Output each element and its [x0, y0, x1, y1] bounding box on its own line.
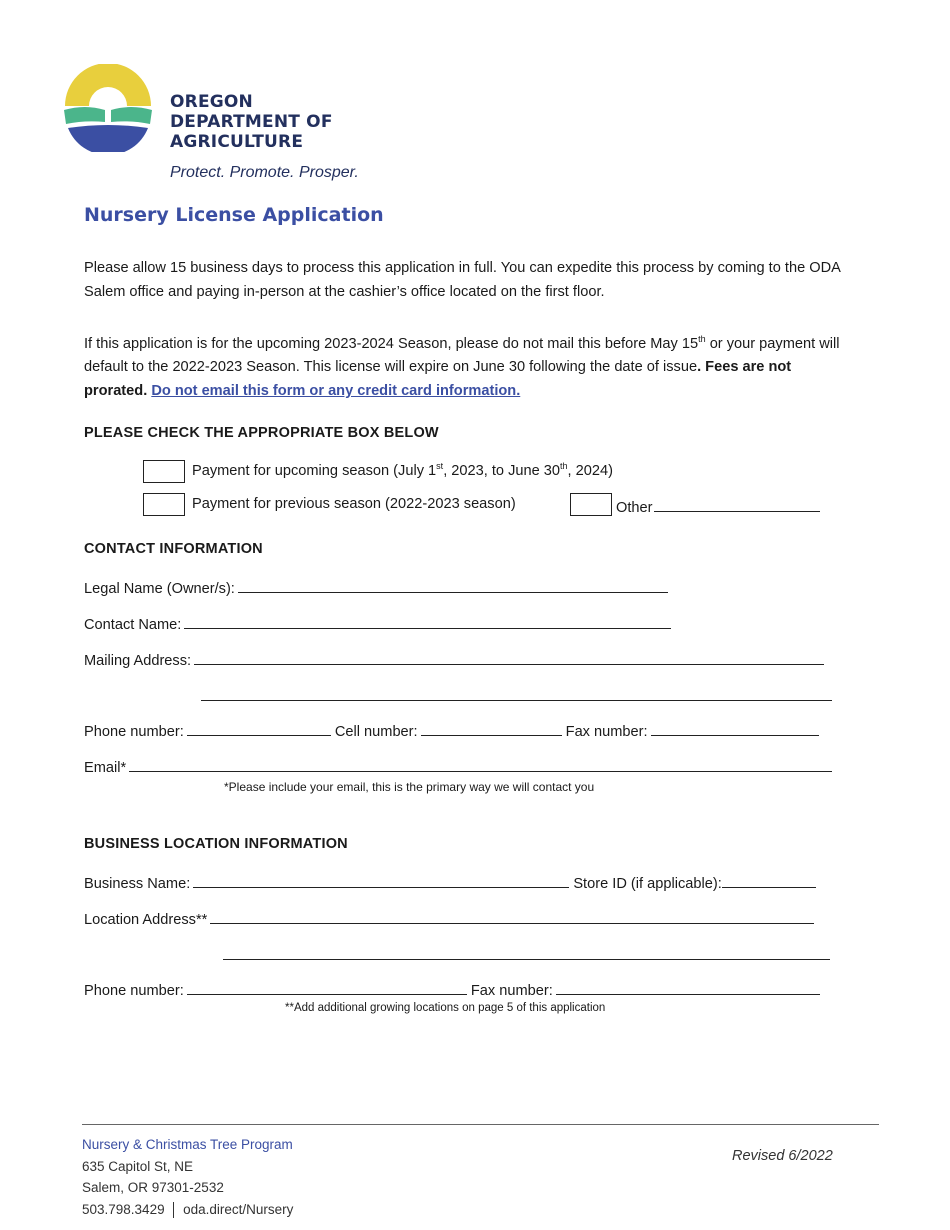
option-other — [616, 496, 820, 516]
email-note: *Please include your email, this is the primary way we will contact you — [224, 780, 595, 794]
footer-divider — [82, 1124, 879, 1125]
location-address-input-2[interactable] — [223, 959, 830, 960]
opt1-sup-2: th — [560, 461, 568, 471]
contact-name-input[interactable] — [184, 613, 671, 629]
intro-paragraph-1: Please allow 15 business days to process this application in full. You can expedite this process by coming to the ODA Salem office and paying in-person at the cashier’s office located on the first floor. — [84, 260, 841, 300]
no-email-link[interactable]: Do not email this form or any credit card information. — [151, 382, 521, 399]
email-label: Email* — [84, 760, 127, 776]
legal-name-row — [84, 577, 668, 597]
footer-address — [82, 1134, 293, 1220]
footer-separator — [173, 1202, 174, 1218]
store-id-input[interactable] — [722, 872, 816, 888]
footer-city: Salem, OR 97301-2532 — [82, 1180, 224, 1195]
legal-name-input[interactable] — [238, 577, 668, 593]
opt1-text-c: , 2024) — [567, 462, 613, 479]
org-name-line-2: DEPARTMENT OF — [170, 112, 333, 132]
mailing-address-input-1[interactable] — [194, 649, 824, 665]
intro-p2-text-b: or your payment will default to the 2022-2023 Season. This license will expire on June 30 following the date of issue — [84, 335, 840, 376]
mailing-address-input-2[interactable] — [201, 700, 832, 701]
tagline: Protect. Promote. Prosper. — [170, 164, 359, 181]
fax-input[interactable] — [651, 720, 819, 736]
cell-input[interactable] — [421, 720, 562, 736]
org-name-line-3: AGRICULTURE — [170, 132, 304, 152]
legal-name-label: Legal Name (Owner/s): — [84, 581, 235, 597]
intro-p2-text-a: If this application is for the upcoming 2023-2024 Season, please do not mail this before May 15 — [84, 335, 699, 352]
opt1-text-b: , 2023, to June 30 — [443, 462, 561, 479]
oda-logo-icon — [63, 64, 153, 152]
email-input[interactable] — [129, 756, 832, 772]
intro-p2-bold: . Fees are not prorated. — [84, 359, 792, 399]
business-name-input[interactable] — [193, 872, 569, 888]
option-previous-season: Payment for previous season (2022-2023 season) — [192, 496, 516, 512]
location-address-input-1[interactable] — [210, 908, 814, 924]
email-row — [84, 756, 832, 776]
contact-section-heading: CONTACT INFORMATION — [84, 541, 263, 557]
business-fax-label: Fax number: — [470, 983, 553, 999]
contact-phone-row — [84, 720, 819, 740]
cell-label: Cell number: — [334, 724, 418, 740]
location-address-row — [84, 908, 814, 928]
checkbox-previous-season[interactable] — [143, 493, 185, 516]
opt1-text-a: Payment for upcoming season (July 1 — [192, 462, 437, 479]
org-name — [170, 92, 333, 152]
check-section-heading: PLEASE CHECK THE APPROPRIATE BOX BELOW — [84, 425, 439, 441]
footer-web[interactable]: oda.direct/Nursery — [183, 1201, 294, 1217]
revised-date: Revised 6/2022 — [732, 1148, 833, 1164]
page-title: Nursery License Application — [84, 204, 384, 226]
footer-program: Nursery & Christmas Tree Program — [82, 1137, 293, 1152]
intro-paragraph-2 — [84, 328, 844, 403]
checkbox-upcoming-season[interactable] — [143, 460, 185, 483]
business-phone-label: Phone number: — [84, 983, 184, 999]
business-name-row — [84, 872, 816, 892]
option-other-label: Other — [616, 500, 653, 516]
checkbox-other[interactable] — [570, 493, 612, 516]
option-upcoming-season — [192, 461, 613, 479]
intro-p2-sup: th — [698, 334, 706, 344]
store-id-label: Store ID (if applicable): — [573, 876, 722, 892]
footer-contact — [82, 1199, 293, 1221]
footer-street: 635 Capitol St, NE — [82, 1158, 194, 1174]
other-input[interactable] — [654, 496, 820, 512]
business-name-label: Business Name: — [84, 876, 191, 892]
opt1-sup-1: st — [436, 461, 444, 471]
business-phone-row — [84, 979, 820, 999]
fax-label: Fax number: — [565, 724, 648, 740]
mailing-address-row — [84, 649, 824, 669]
business-fax-input[interactable] — [556, 979, 820, 995]
business-section-heading: BUSINESS LOCATION INFORMATION — [84, 836, 348, 852]
phone-label: Phone number: — [84, 724, 184, 740]
org-name-line-1: OREGON — [170, 92, 253, 112]
locations-note: **Add additional growing locations on page 5 of this application — [285, 1002, 606, 1014]
phone-input[interactable] — [187, 720, 331, 736]
contact-name-label: Contact Name: — [84, 617, 182, 633]
footer-phone: 503.798.3429 — [82, 1201, 165, 1217]
contact-name-row — [84, 613, 671, 633]
mailing-address-label: Mailing Address: — [84, 653, 192, 669]
location-address-label: Location Address** — [84, 912, 208, 928]
business-phone-input[interactable] — [187, 979, 467, 995]
